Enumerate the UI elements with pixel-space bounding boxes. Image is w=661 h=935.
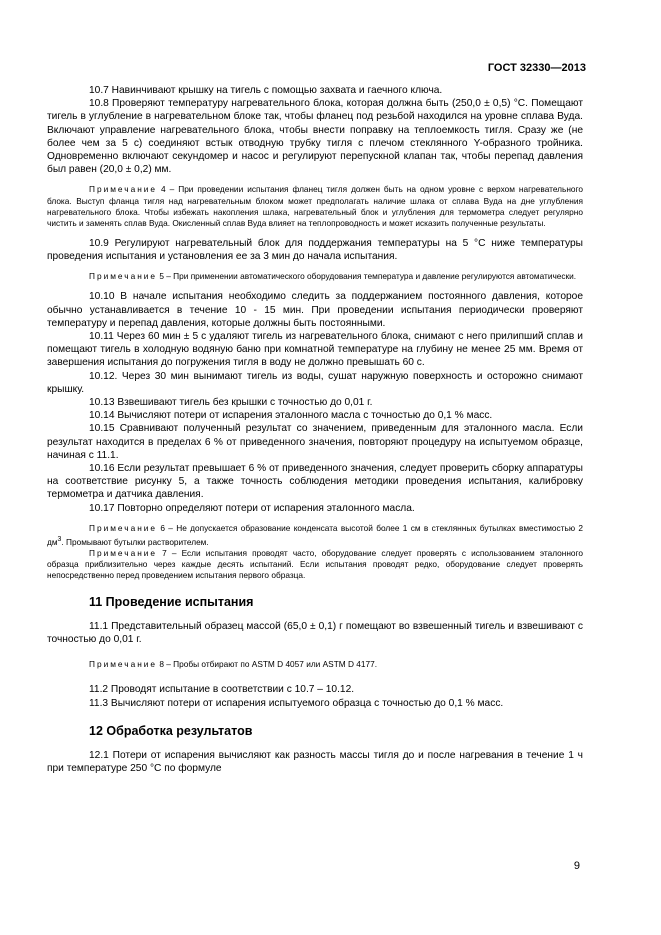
document-body <box>47 84 583 775</box>
note-text: 8 – Пробы отбирают по ASTM D 4057 или ASTM D 4177. <box>157 659 378 670</box>
note-text: 6 – Не допускается образование конденсата высотой более 1 см в стеклянных бутылках вместимостью 2 дм <box>47 522 583 547</box>
paragraph-10-9: 10.9 Регулируют нагревательный блок для поддержания температуры на 5 °С ниже температуры проведения испытания и установления ее за 3 мин до начала испытания. <box>47 237 583 262</box>
paragraph-10-15: 10.15 Сравнивают полученный результат со значением, приведенным для эталонного масла. Если результат находится в пределах 6 % от приведенного значения, повторяют процедуру на испытуемом образце, начиная с 11.1. <box>47 423 583 461</box>
note-text: 5 – При применении автоматического оборудования температура и давление регулируются автоматически. <box>157 271 577 282</box>
paragraph-10-10: 10.10 В начале испытания необходимо следить за поддержанием постоянного давления, которое обычно устанавливается в течение 10 - 15 мин. При проведении испытания периодически проверяют температуру и перепад давления, которые должны быть постоянными. <box>47 291 583 329</box>
note-6 <box>47 523 583 548</box>
standard-header: ГОСТ 32330—2013 <box>487 62 586 74</box>
paragraph-11-1: 11.1 Представительный образец массой (65,0 ± 0,1) г помещают во взвешенный тигель и взвешивают с точностью до 0,01 г. <box>47 620 583 646</box>
paragraph-10-7: 10.7 Навинчивают крышку на тигель с помощью захвата и гаечного ключа. <box>89 85 443 96</box>
note-4 <box>47 184 583 228</box>
paragraph-10-17: 10.17 Повторно определяют потери от испарения эталонного масла. <box>89 502 415 514</box>
paragraph-10-16: 10.16 Если результат превышает 6 % от приведенного значения, следует проверить сборку аппаратуры на соответствие рисунку 5, а также точность соблюдения методики проведения испытания, калибровку термометра и датчика давления. <box>47 462 583 501</box>
note-text: . Промывают бутылки растворителем. <box>61 536 209 547</box>
section-11-heading: 11 Проведение испытания <box>89 594 254 609</box>
note-label: Примечание <box>89 547 158 558</box>
paragraph-10-14: 10.14 Вычисляют потери от испарения эталонного масла с точностью до 0,1 % масс. <box>89 410 493 422</box>
note-label: Примечание <box>89 522 158 533</box>
superscript: 3 <box>57 535 62 543</box>
paragraph-12-1: 12.1 Потери от испарения вычисляют как разность массы тигля до и после нагревания в течение 1 ч при температуре 250 °С по формуле <box>47 749 583 775</box>
section-12-heading: 12 Обработка результатов <box>89 723 253 738</box>
paragraph-11-3: 11.3 Вычисляют потери от испарения испытуемого образца с точностью до 0,1 % масс. <box>89 697 504 709</box>
note-5 <box>47 271 583 282</box>
note-label: Примечание <box>89 659 158 670</box>
paragraph-10-8: 10.8 Проверяют температуру нагревательного блока, которая должна быть (250,0 ± 0,5) °С. Помещают тигель в углубление в нагревательном блоке так, чтобы фланец под резьбой находился на уровне сплава Вуда. Включают управление нагревательного блока, чтобы внести поправку на теплоемкость тигля. Сразу же (не более чем за 5 с) соединяют встык отводную трубку тигля с плечом стеклянного Y-образного тройника. Одновременно включают секундомер и насос и регулируют перепускной клапан так, чтобы перепад давления был равен (20,0 ± 0,2) мм. <box>47 98 583 176</box>
paragraph-10-12: 10.12. Через 30 мин вынимают тигель из воды, сушат наружную поверхность и осторожно снимают крышку. <box>47 370 583 395</box>
paragraph-10-13: 10.13 Взвешивают тигель без крышки с точностью до 0,01 г. <box>89 396 373 408</box>
note-label: Примечание <box>89 184 158 195</box>
note-text: 4 – При проведении испытания фланец тигля должен быть на одном уровне с верхом нагревательного блока. Выступ фланца тигля над нагревательным блоком может предполагать наличие шлака от сплава Вуда на дне углубления нагревательного блока. Чтобы избежать накопления шлака, нагревательный блок и углубления для термометра следует регулярно чистить и заменять сплав Вуда. Окисленный сплав Вуда влияет на теплопроводность и может исказить полученные результаты. <box>47 184 583 228</box>
paragraph-11-2: 11.2 Проводят испытание в соответствии с 10.7 – 10.12. <box>89 684 355 696</box>
note-text: 7 – Если испытания проводят часто, оборудование следует проверять с использованием эталонного образца приблизительно через каждые десять испытаний. Если испытания проводят редко, оборудование следует проверять непосредственно перед проведением испытания первого образца. <box>47 547 583 580</box>
note-7 <box>47 548 583 581</box>
page-number: 9 <box>573 860 580 872</box>
note-label: Примечание <box>89 271 158 282</box>
note-8 <box>47 659 583 670</box>
paragraph-10-11: 10.11 Через 60 мин ± 5 с удаляют тигель из нагревательного блока, снимают с него прилипший сплав и помещают тигель в холодную водяную баню при комнатной температуре на глубину не менее 25 мм. Время от завершения испытания до погружения тигля в воду не должно превышать 60 с. <box>47 330 583 369</box>
